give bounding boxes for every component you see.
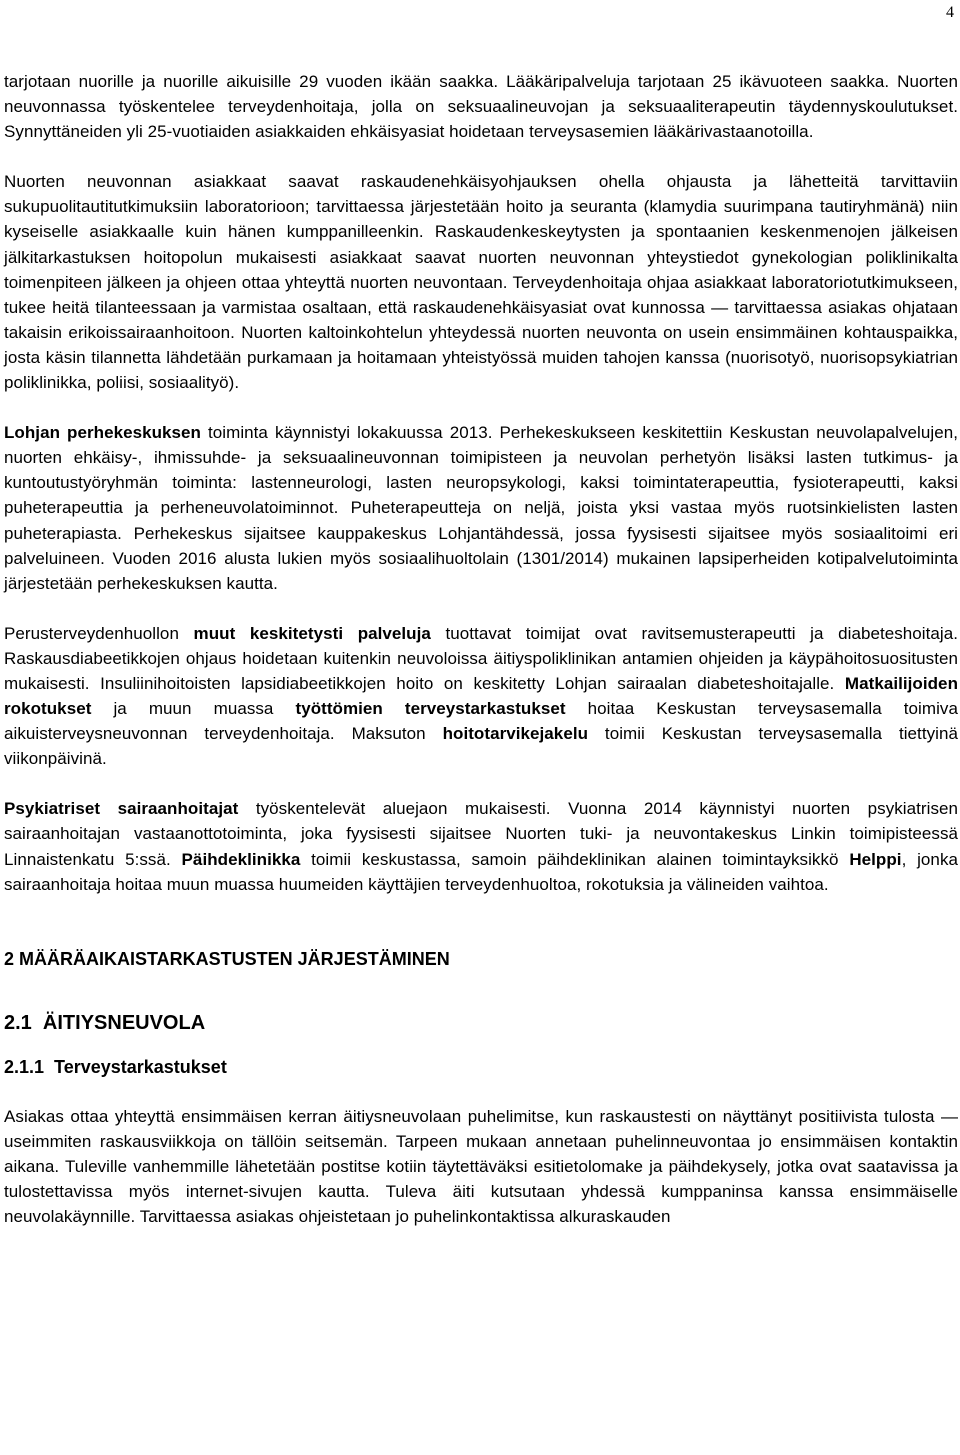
paragraph-text: hoitaa Keskustan terveysasemalla toimiva aikuisterveysneuvonnan terveydenhoitaja. Maksuton	[4, 699, 958, 744]
bold-term: hoitotarvikejakelu	[442, 724, 589, 744]
bold-term: Päihdeklinikka	[181, 849, 301, 869]
paragraph-psychiatric-nurses	[4, 796, 958, 896]
bold-term: Matkailijoiden rokotukset	[4, 673, 958, 719]
paragraph-family-center	[4, 420, 958, 596]
paragraph-centralized-services	[4, 621, 958, 772]
paragraph-text: toiminta käynnistyi lokakuussa 2013. Perhekeskukseen keskitettiin Keskustan neuvolapalvelujen, nuorten ehkäisy-, ihmissuhde- ja seksuaalineuvonnan toimipisteen ja neuvolan perhetyön lisäksi lasten tutkimus- ja kuntoutustyöryhmän toiminta: lastenneurologi, lasten neuropsykologi, kaksi toimintaterapeuttia, fysioterapeutti, kaksi puheterapeuttia ja perheneuvolatoiminnot. Puheterapeutteja on neljä, joista yksi vastaa myös ruotsinkielisten lasten puheterapiasta. Perhekeskus sijaitsee kauppakeskus Lohjantähdessä, jossa fyysisesti sijaitsee myös sosiaalitoimi eri palveluineen. Vuoden 2016 alusta lukien myös sosiaalihuoltolain (1301/2014) mukainen lapsiperheiden kotipalvelutoiminta järjestetään perhekeskuksen kautta.	[4, 423, 958, 593]
document-body	[4, 69, 958, 1229]
paragraph-text: , jonka sairaanhoitaja hoitaa muun muassa huumeiden käyttäjien terveydenhuoltoa, rokotuksia ja välineiden vaihtoa.	[4, 849, 958, 894]
paragraph-text: työskentelevät aluejaon mukaisesti. Vuonna 2014 käynnistyi nuorten psykiatrisen sairaanhoitajan vastaanottotoiminta, joka fyysisesti sijaitsee Nuorten tuki- ja neuvontakeskus Linkin toimipisteessä Linnaistenkatu 5:ssä.	[4, 799, 959, 869]
paragraph-text: toimii Keskustan terveysasemalla tiettyinä viikonpäivinä.	[4, 724, 958, 769]
paragraph-health-checks: Asiakas ottaa yhteyttä ensimmäisen kerran äitiysneuvolaan puhelimitse, kun raskaustesti on näyttänyt positiivista tulosta — useimmiten raskausviikkoja on tällöin seitsemän. Tarpeen mukaan annetaan puhelinneuvontaa jo ensimmäisen kontaktin aikana. Tuleville vanhemmille lähetetään postitse kotiin täytettäväksi esitietolomake ja päihdekysely, jotka ovat saatavissa ja tulostettavissa myös internet-sivujen kautta. Tuleva äiti kutsutaan yhdessä kumppaninsa kanssa ensimmäiselle neuvolakäynnille. Tarvittaessa asiakas ohjeistetaan jo puhelinkontaktissa alkuraskauden	[4, 1106, 958, 1227]
paragraph-youth-counseling: Nuorten neuvonnan asiakkaat saavat raskaudenehkäisyohjauksen ohella ohjausta ja lähetteitä tarvittaviin sukupuolitautitutkimuksiin laboratorioon; tarvittaessa järjestetään hoito ja seuranta (klamydia suurimpana tautiryhmänä) niin kyseiselle asiakkaalle kuin hänen kumppanilleenkin. Raskaudenkeskeytysten ja spontaanien keskenmenojen jälkeisen jälkitarkastuksen hoitopolun mukaisesti asiakkaat saavat nuorten neuvonnan yhteystiedot gynekologian poliklinikalta toimenpiteen jälkeen ja ohjeen ottaa yhteyttä nuorten neuvontaan. Terveydenhoitaja ohjaa asiakkaat laboratoriotutkimukseen, tukee heitä tilanteessaan ja varmistaa osaltaan, että raskaudenehkäisyasiat ovat kunnossa — tarvittaessa asiakas ohjataan takaisin erikoissairaanhoitoon. Nuorten kaltoinkohtelun yhteydessä nuorten neuvonta on usein ensimmäinen kohtauspaikka, josta käsin tilannetta lähdetään purkamaan ja hoitamaan yhteistyössä muiden tahojen kanssa (nuorisotyö, nuorisopsykiatrian poliklinikka, poliisi, sosiaalityö).	[4, 172, 958, 393]
paragraph-youth-services: tarjotaan nuorille ja nuorille aikuisille 29 vuoden ikään saakka. Lääkäripalveluja tarjotaan 25 ikävuoteen saakka. Nuorten neuvonnassa työskentelee terveydenhoitaja, jolla on seksuaalineuvojan ja seksuaaliterapeutin täydennyskoulutukset. Synnyttäneiden yli 25-vuotiaiden asiakkaiden ehkäisyasiat hoidetaan terveysasemien lääkärivastaanotoilla.	[4, 72, 958, 142]
bold-term: Helppi	[849, 849, 902, 869]
bold-term: Psykiatriset sairaanhoitajat	[4, 799, 239, 819]
paragraph-text: toimii keskustassa, samoin päihdeklinikan alainen toimintayksikkö	[300, 849, 850, 869]
paragraph-text: tuottavat toimijat ovat ravitsemusterapeutti ja diabeteshoitaja. Raskausdiabeetikkojen ohjaus hoidetaan kuitenkin neuvoloissa äitiyspoliklinikan antamien ohjeiden ja käypähoitosuositusten mukaisesti. Insuliinihoitoisten lapsidiabeetikkojen hoito on keskitetty Lohjan sairaalan diabeteshoitajalle.	[4, 623, 959, 693]
subsubsection-heading: 2.1.1 Terveystarkastukset	[4, 1056, 227, 1077]
paragraph-text: ja muun muassa	[91, 699, 296, 719]
page-number: 4	[946, 4, 954, 21]
bold-term: Lohjan perhekeskuksen	[4, 423, 201, 443]
paragraph-text: Perusterveydenhuollon	[4, 623, 194, 643]
bold-term: muut keskitetysti palveluja	[193, 623, 431, 643]
subsection-heading: 2.1 ÄITIYSNEUVOLA	[4, 1011, 206, 1034]
bold-term: työttömien terveystarkastukset	[295, 699, 566, 719]
section-heading: 2 MÄÄRÄAIKAISTARKASTUSTEN JÄRJESTÄMINEN	[4, 948, 450, 969]
